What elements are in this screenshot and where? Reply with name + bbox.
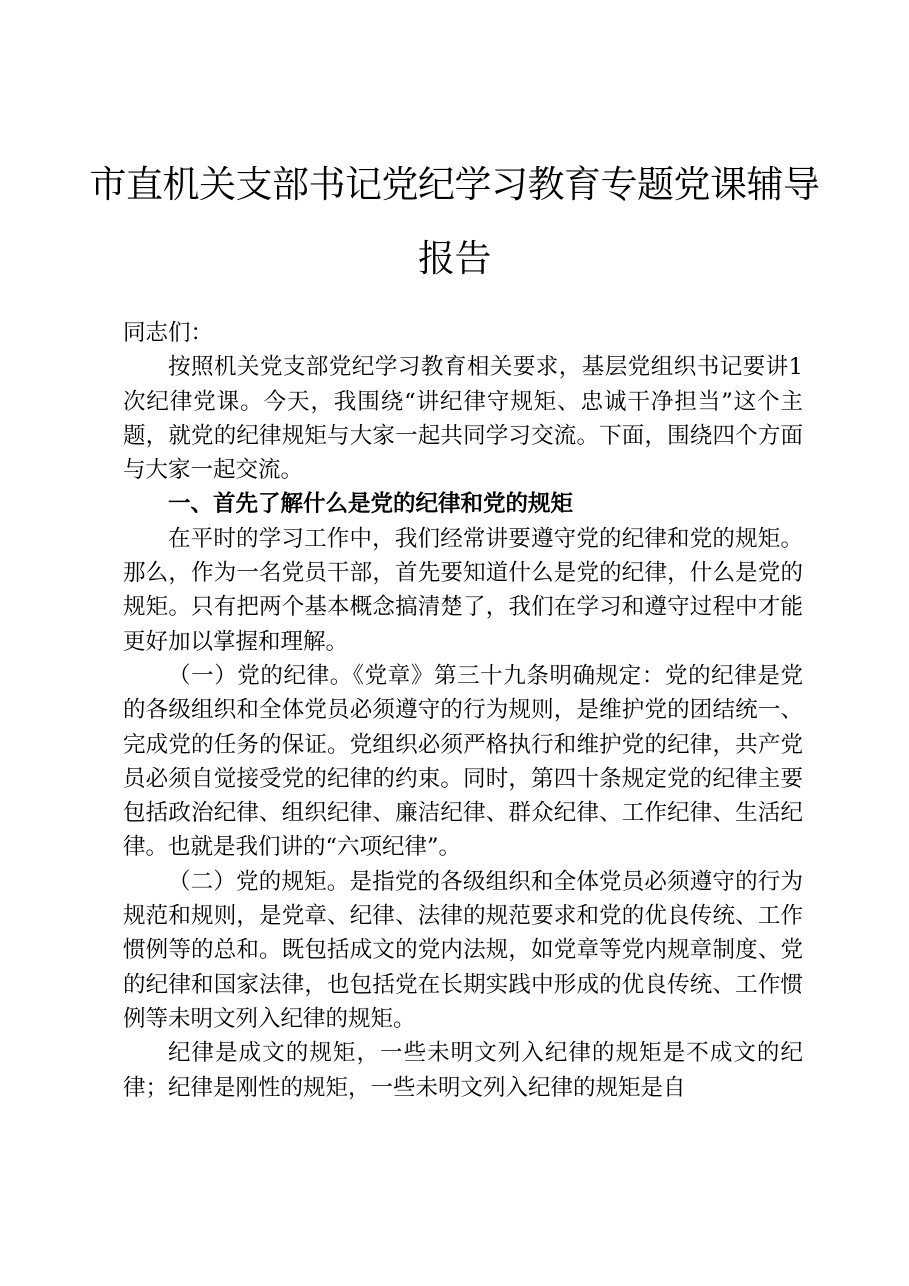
section-heading: 一、首先了解什么是党的纪律和党的规矩 — [168, 491, 574, 518]
title-line-2: 报告 — [418, 237, 491, 280]
salutation: 同志们： — [123, 320, 214, 346]
paragraph: 纪律是成文的规矩，一些未明文列入纪律的规矩是不成文的纪律；纪律是刚性的规矩，一些未明文列入纪律的规矩是自 — [123, 1040, 803, 1101]
paragraph-party-rules: （二）党的规矩。是指党的各级组织和全体党员必须遵守的行为规范和规则，是党章、纪律、法律的规范要求和党的优良传统、工作惯例等的总和。既包括成文的党内法规，如党章等党内规章制度、党的纪律和国家法律，也包括党在长期实践中形成的优良传统、工作惯例等未明文列入纪律的规矩。 — [123, 868, 803, 1032]
title-line-1: 市直机关支部书记党纪学习教育专题党课辅导 — [89, 163, 820, 206]
paragraph-intro: 按照机关党支部党纪学习教育相关要求，基层党组织书记要讲1次纪律党课。今天，我围绕“讲纪律守规矩、忠诚干净担当”这个主题，就党的纪律规矩与大家一起共同学习交流。下面，围绕四个方面与大家一起交流。 — [123, 354, 803, 484]
document-title — [80, 148, 829, 296]
paragraph-party-discipline: （一）党的纪律。《党章》第三十九条明确规定：党的纪律是党的各级组织和全体党员必须遵守的行为规则，是维护党的团结统一、完成党的任务的保证。党组织必须严格执行和维护党的纪律，共产党员必须自觉接受党的纪律的约束。同时，第四十条规定党的纪律主要包括政治纪律、组织纪律、廉洁纪律、群众纪律、工作纪律、生活纪律。也就是我们讲的“六项纪律”。 — [123, 662, 803, 861]
document-body — [123, 316, 803, 1105]
paragraph: 在平时的学习工作中，我们经常讲要遵守党的纪律和党的规矩。那么，作为一名党员干部，首先要知道什么是党的纪律，什么是党的规矩。只有把两个基本概念搞清楚了，我们在学习和遵守过程中才能更好加以掌握和理解。 — [123, 525, 803, 655]
